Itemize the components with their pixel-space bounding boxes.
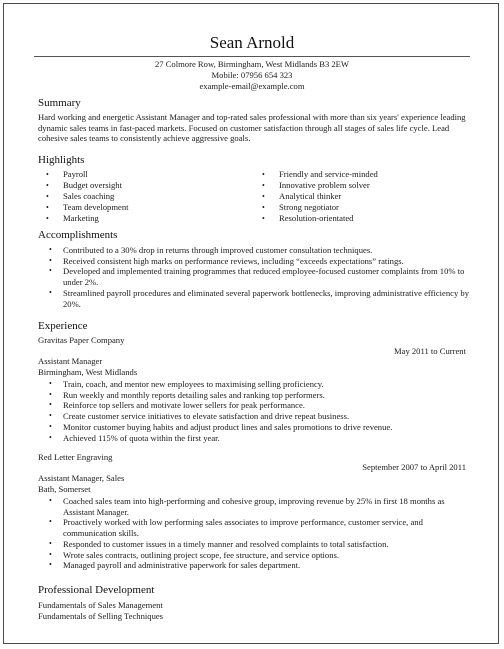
job-duty-item: • Managed payroll and administrative paperwork for sales department. xyxy=(63,560,473,571)
experience-heading: Experience xyxy=(38,320,88,332)
job-duties-list xyxy=(63,496,473,571)
job-company: Red Letter Engraving xyxy=(38,452,113,462)
highlight-item: • Friendly and service-minded xyxy=(279,169,378,180)
highlight-item: • Strong negotiator xyxy=(279,202,378,213)
job-duty-item: • Run weekly and monthly reports detailing sales and ranking top performers. xyxy=(63,390,473,401)
job-dates: May 2011 to Current xyxy=(393,346,466,356)
highlights-heading: Highlights xyxy=(38,154,85,166)
job-duty-item: • Monitor customer buying habits and adjust product lines and sales promotions to drive revenue. xyxy=(63,422,473,433)
job-role: Assistant Manager xyxy=(38,356,103,366)
job-dates: September 2007 to April 2011 xyxy=(362,462,466,472)
job-duty-item: • Wrote sales contracts, outlining project scope, fee structure, and service options. xyxy=(63,550,473,561)
job-location: Birmingham, West Midlands xyxy=(38,367,138,377)
job-duty-item: • Proactively worked with low performing sales associates to improve performance, customer service, and communication skills. xyxy=(63,517,473,538)
job-duty-item: • Reinforce top sellers and motivate lower sellers for peak performance. xyxy=(63,400,473,411)
highlight-item: • Budget oversight xyxy=(63,180,129,191)
accomplishments-list xyxy=(63,245,473,309)
job-duty-item: • Create customer service initiatives to elevate satisfaction and drive repeat business. xyxy=(63,411,473,422)
highlights-right-list xyxy=(279,169,378,224)
highlight-item: • Payroll xyxy=(63,169,129,180)
highlight-item: • Marketing xyxy=(63,213,129,224)
development-heading: Professional Development xyxy=(38,584,155,596)
highlight-item: • Sales coaching xyxy=(63,191,129,202)
highlight-item: • Team development xyxy=(63,202,129,213)
summary-text: Hard working and energetic Assistant Manager and top-rated sales professional with more than six years' experience leading dynamic sales teams in fast-paced markets. Focused on customer satisfaction through all stages of sales life cycle. Lead cohesive sales teams to consistently achieve aggressive goals. xyxy=(38,112,466,144)
contact-email: example-email@example.com xyxy=(199,81,305,91)
job-duty-item: • Train, coach, and mentor new employees to maximising selling proficiency. xyxy=(63,379,473,390)
job-duty-item: • Responded to customer issues in a timely manner and resolved complaints to total satisfaction. xyxy=(63,539,473,550)
highlights-left-list xyxy=(63,169,129,224)
job-company: Gravitas Paper Company xyxy=(38,335,125,345)
contact-address: 27 Colmore Row, Birmingham, West Midlands B3 2EW xyxy=(154,59,350,69)
accomplishment-item: • Contributed to a 30% drop in returns through improved customer consultation techniques. xyxy=(63,245,473,256)
highlight-item: • Analytical thinker xyxy=(279,191,378,202)
accomplishment-item: • Developed and implemented training programmes that reduced employee-focused customer complaints from 10% to under 2%. xyxy=(63,266,473,287)
job-duty-item: • Achieved 115% of quota within the first year. xyxy=(63,433,473,444)
highlight-item: • Resolution-orientated xyxy=(279,213,378,224)
job-role: Assistant Manager, Sales xyxy=(38,473,125,483)
highlight-item: • Innovative problem solver xyxy=(279,180,378,191)
accomplishment-item: • Streamlined payroll procedures and eliminated several paperwork bottlenecks, improving administrative efficiency by 20%. xyxy=(63,288,473,309)
header-rule xyxy=(34,56,470,57)
development-item: Fundamentals of Selling Techniques xyxy=(38,611,164,621)
development-item: Fundamentals of Sales Management xyxy=(38,600,163,610)
job-duties-list xyxy=(63,379,473,443)
summary-heading: Summary xyxy=(38,97,81,109)
accomplishment-item: • Received consistent high marks on performance reviews, including “exceeds expectations” ratings. xyxy=(63,256,473,267)
candidate-name: Sean Arnold xyxy=(209,33,295,52)
job-duty-item: • Coached sales team into high-performing and cohesive group, improving revenue by 25% in first 18 months as Assistant Manager. xyxy=(63,496,473,517)
accomplishments-heading: Accomplishments xyxy=(38,229,118,241)
job-location: Bath, Somerset xyxy=(38,484,91,494)
contact-mobile: Mobile: 07956 654 323 xyxy=(211,70,293,80)
